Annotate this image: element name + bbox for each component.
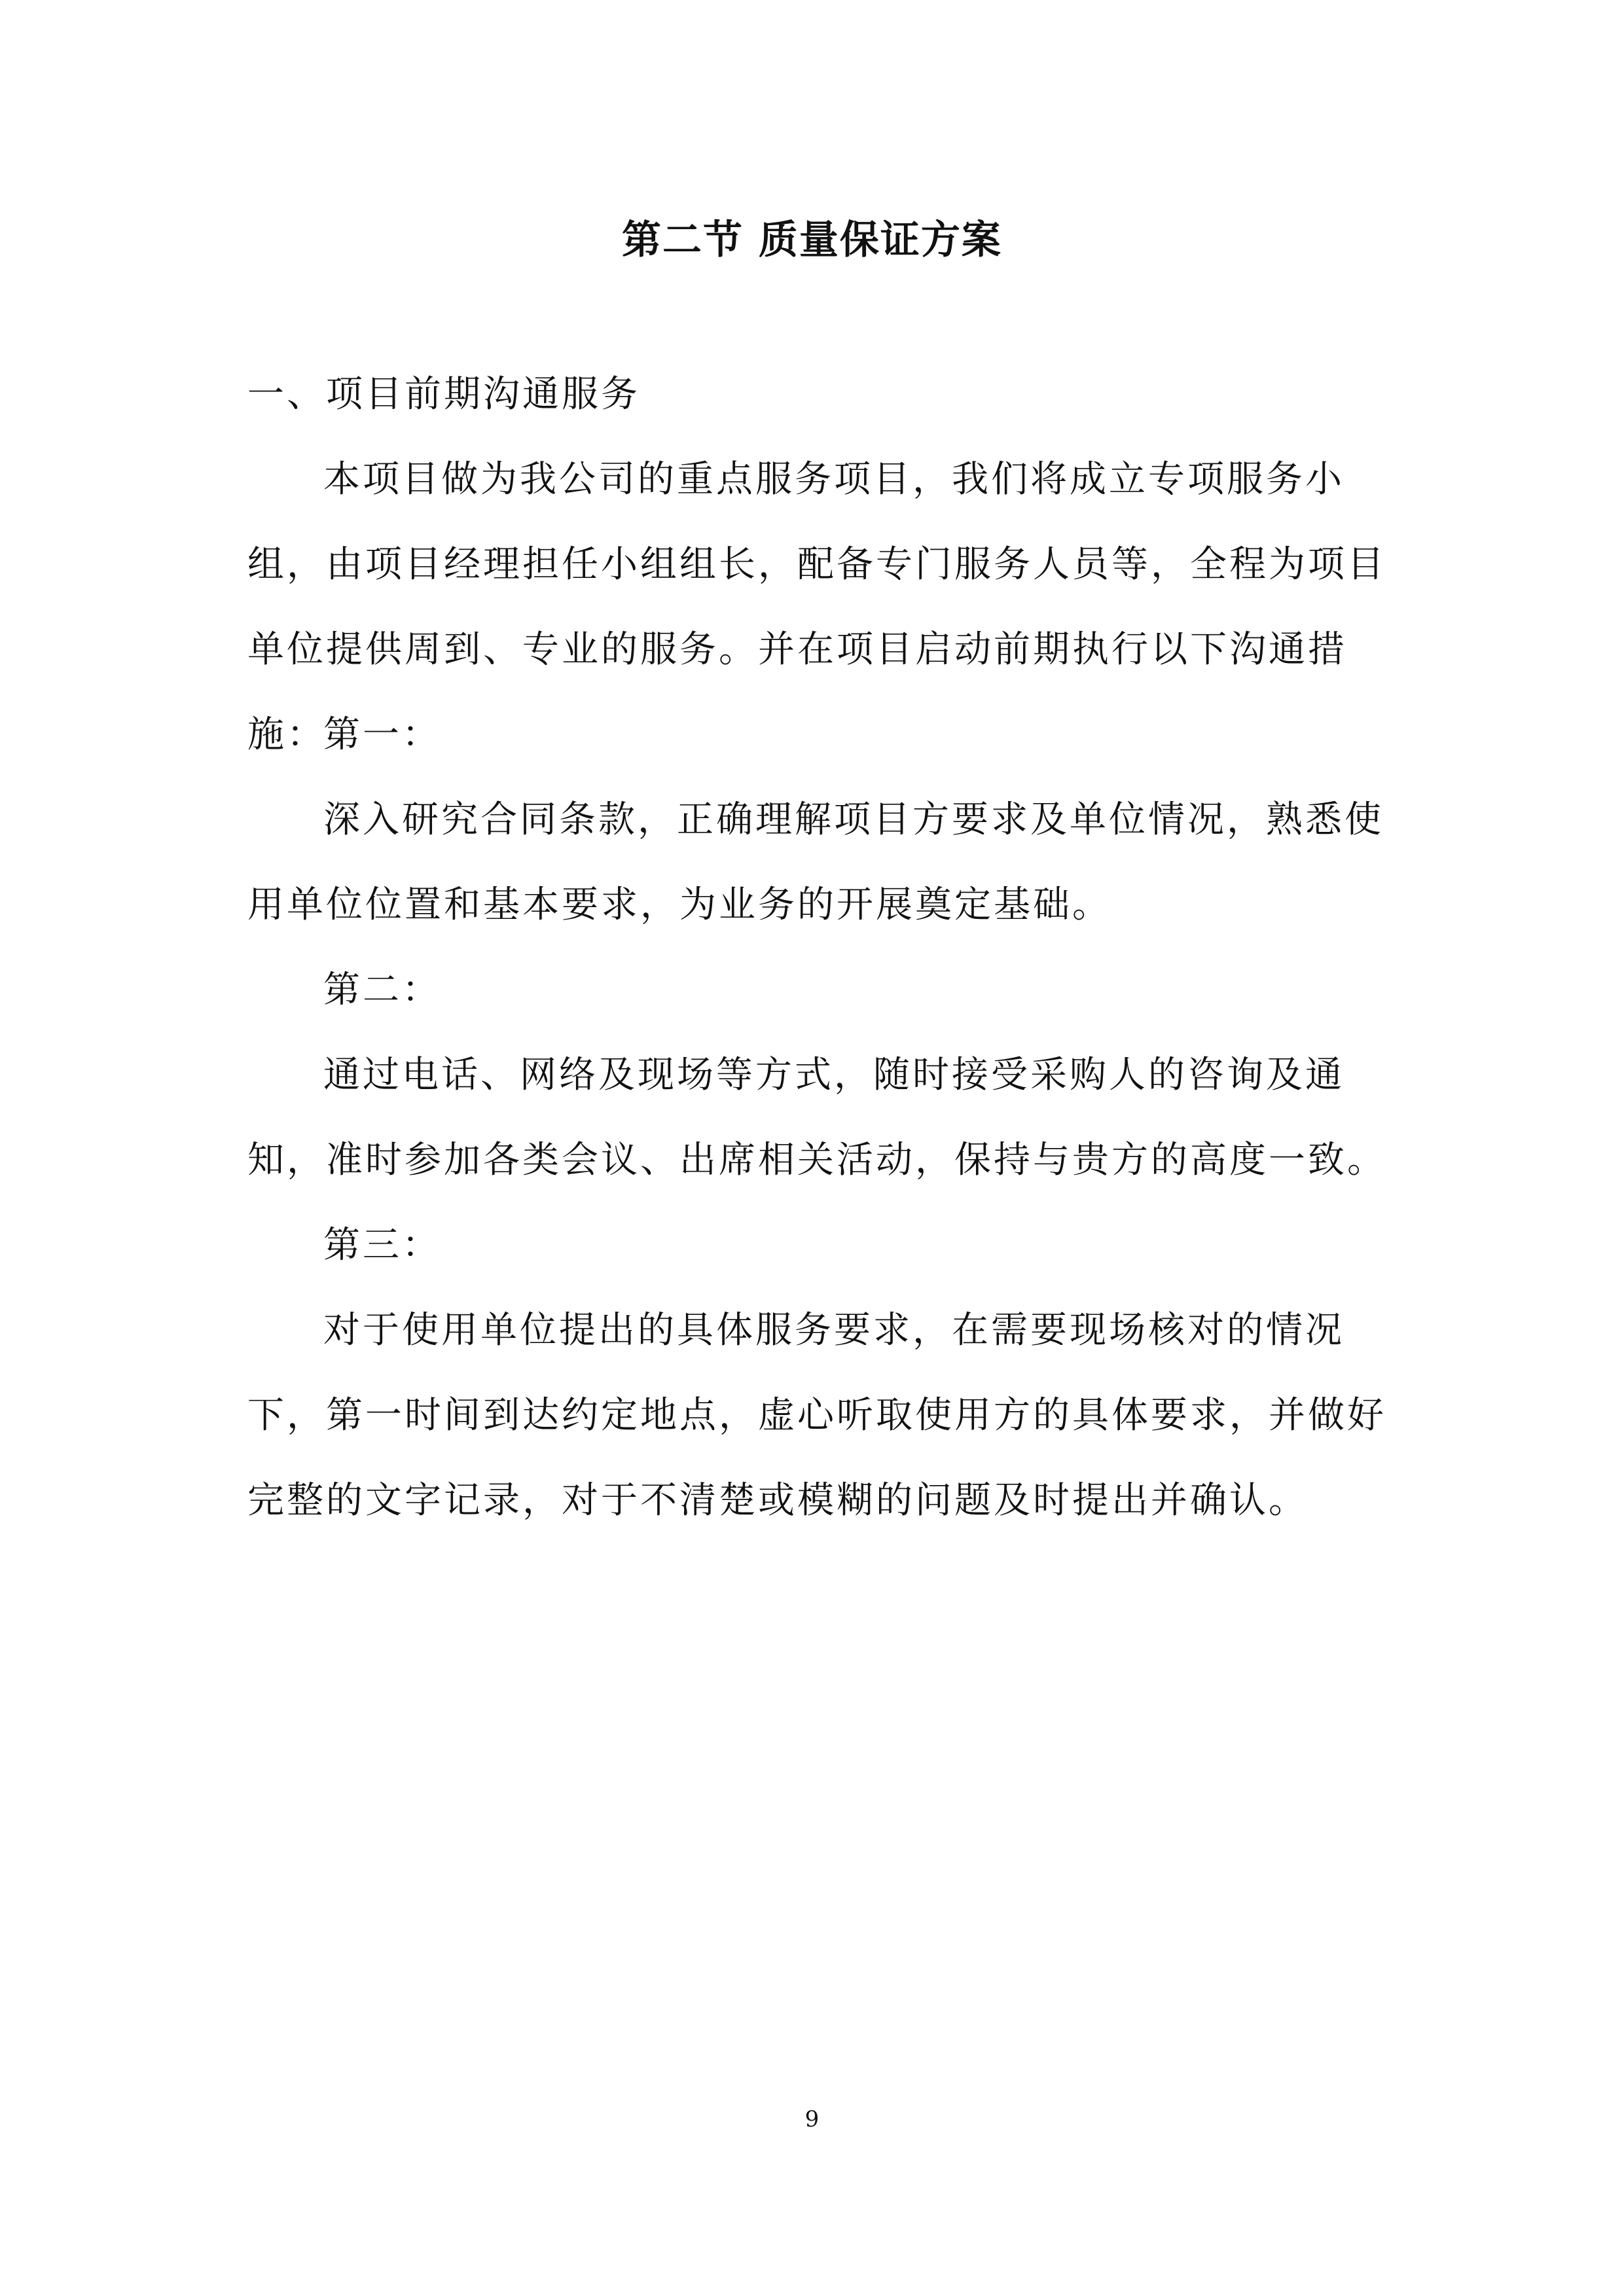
page-number: 9: [804, 2106, 820, 2132]
subheading-third: 第三：: [323, 1224, 441, 1266]
section-heading: 一、项目前期沟通服务: [247, 373, 640, 416]
paragraph-third: 对于使用单位提出的具体服务要求，在需要现场核对的情况下，第一时间到达约定地点，虚心听取使用方的具体要求，并做好完整的文字记录，对于不清楚或模糊的问题及时提出并确认。: [247, 1309, 1386, 1522]
subheading-first: 第一：: [323, 713, 441, 756]
subheading-second: 第二：: [323, 969, 441, 1011]
page-title: 第二节 质量保证方案: [622, 217, 1002, 263]
paragraph-second: 通过电话、网络及现场等方式，随时接受采购人的咨询及通知，准时参加各类会议、出席相关活动，保持与贵方的高度一致。: [247, 1054, 1386, 1181]
paragraph-intro: 本项目做为我公司的重点服务项目，我们将成立专项服务小组，由项目经理担任小组组长，配备专门服务人员等，全程为项目单位提供周到、专业的服务。并在项目启动前期执行以下沟通措施：: [247, 458, 1386, 756]
paragraph-first: 深入研究合同条款，正确理解项目方要求及单位情况，熟悉使用单位位置和基本要求，为业务的开展奠定基础。: [247, 798, 1384, 926]
